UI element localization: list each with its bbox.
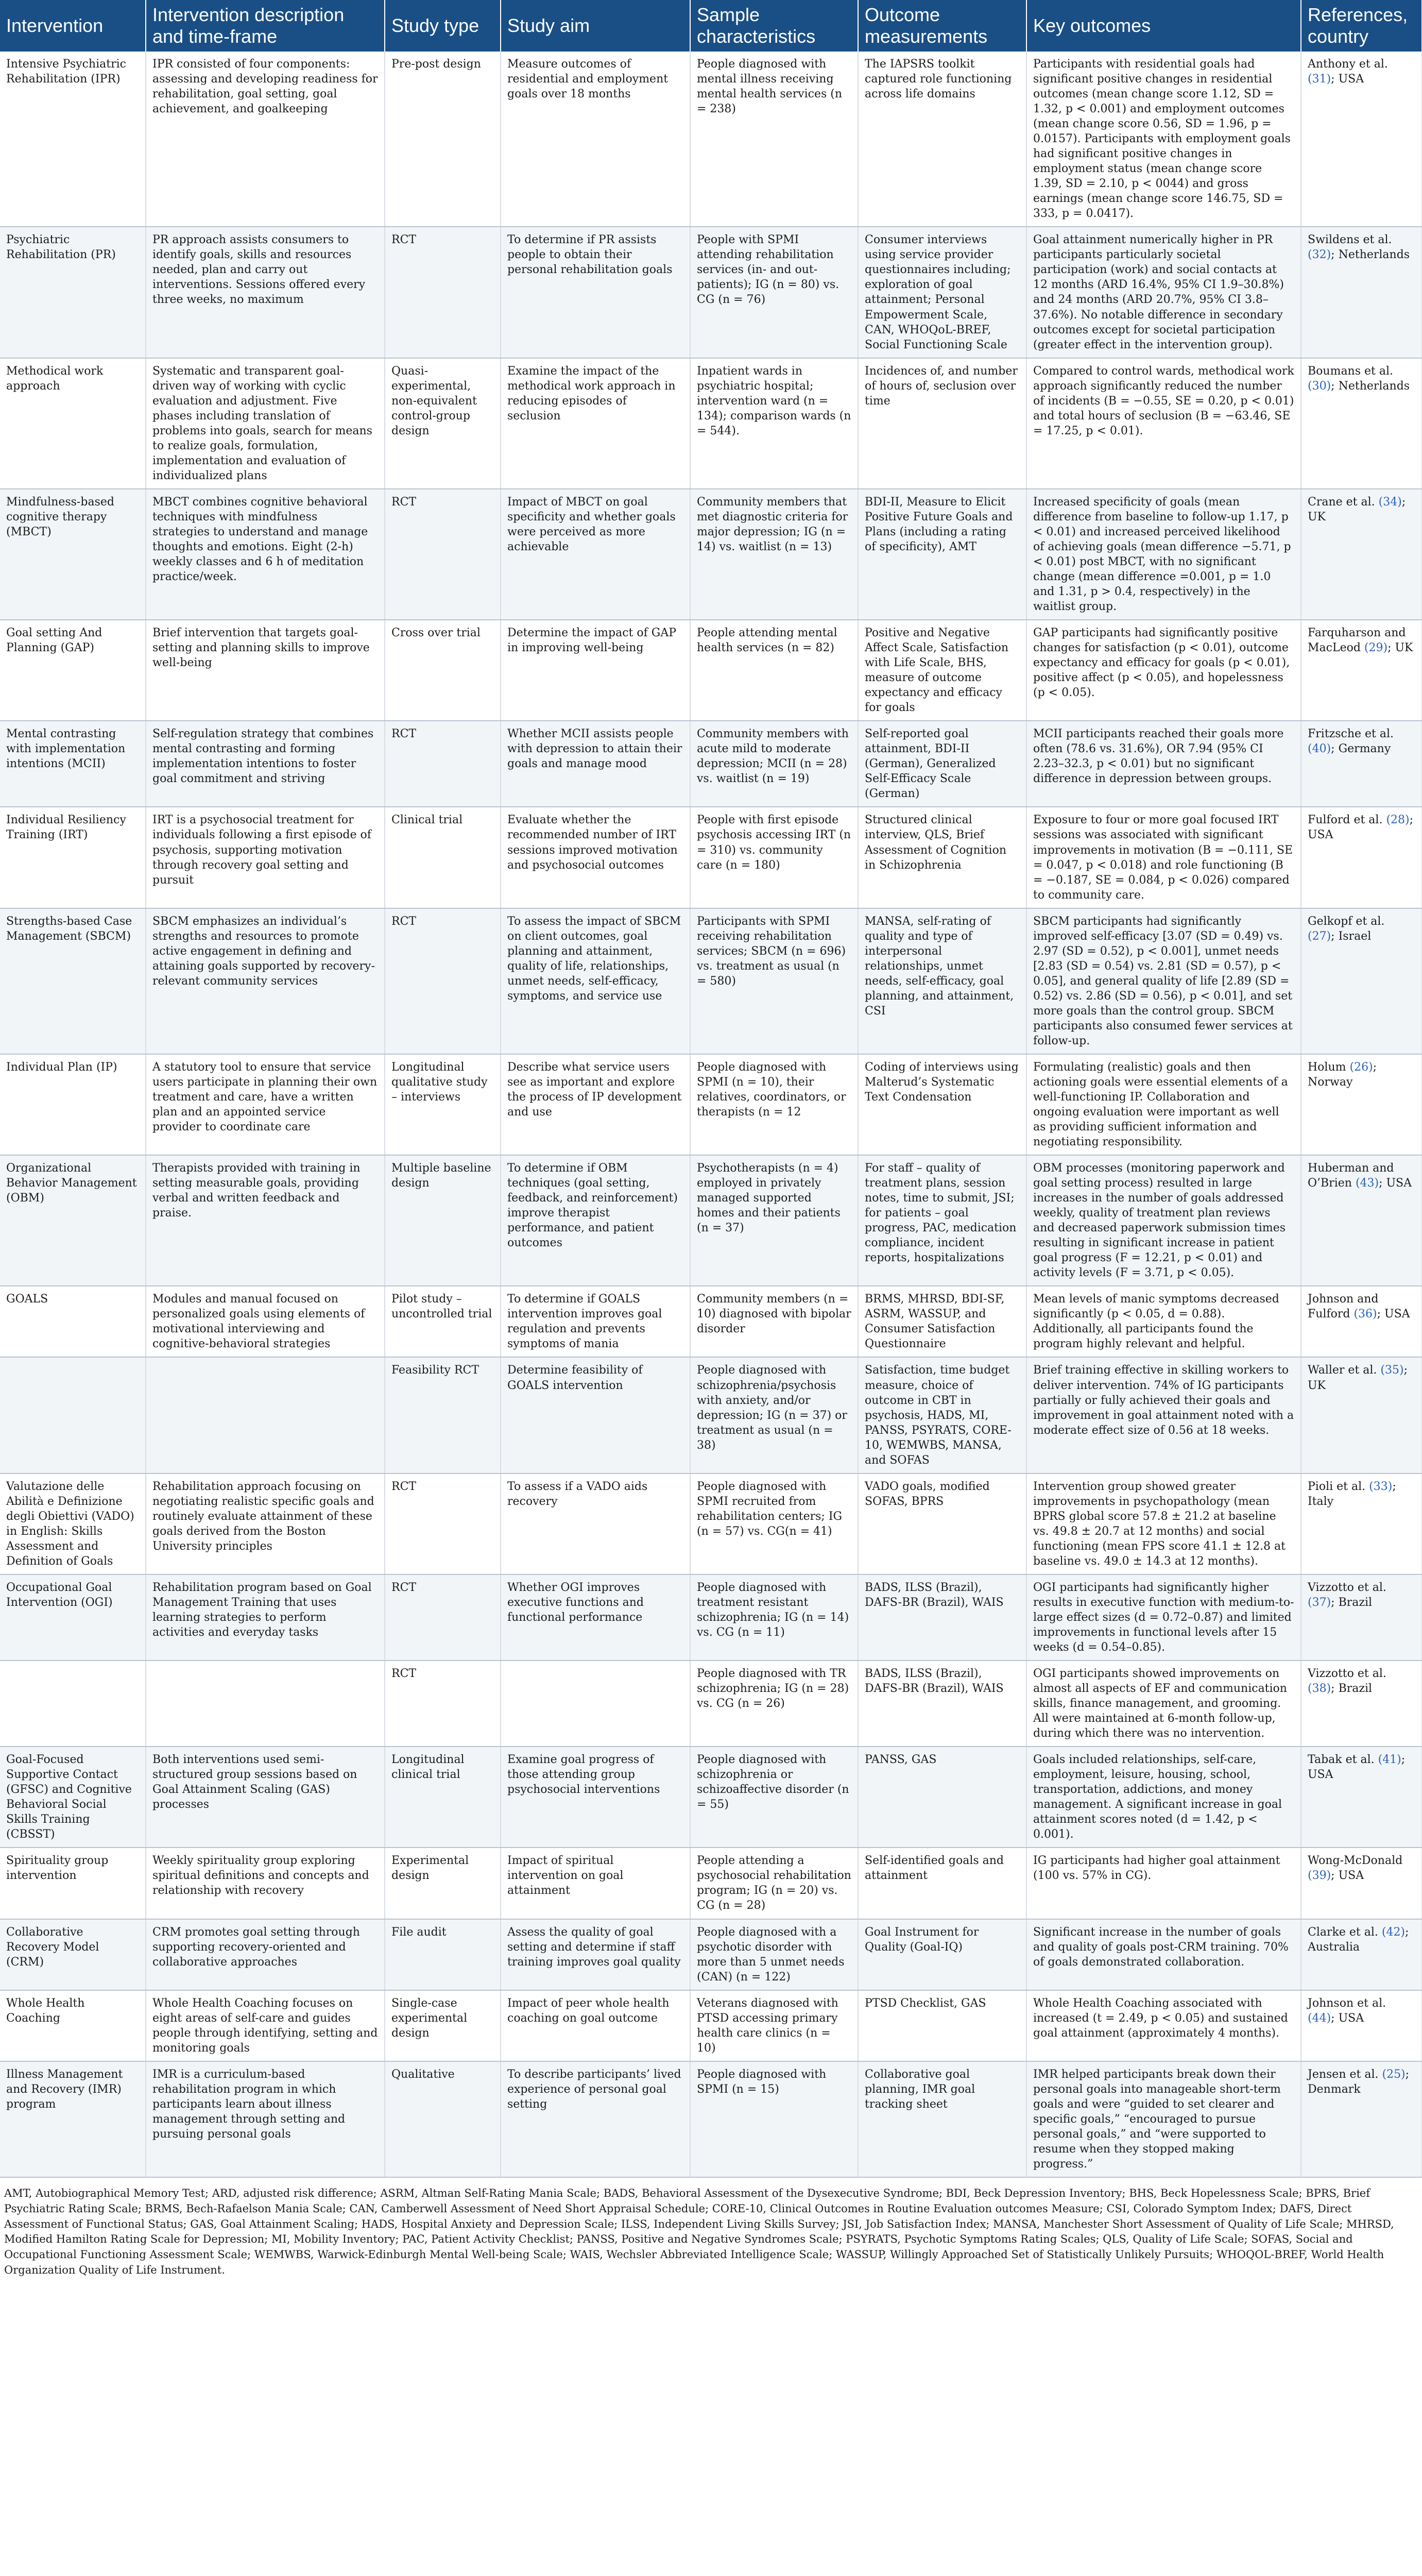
cell-intervention: Collaborative Recovery Model (CRM): [0, 1919, 146, 1990]
cell-key-outcomes: MCII participants reached their goals more often (78.6 vs. 31.6%), OR 7.94 (95% CI 2.23–32.3, p < 0.01) but no significant difference in depression between groups.: [1026, 721, 1301, 807]
reference-author: Clarke et al.: [1308, 1925, 1378, 1939]
reference-country: ; Brazil: [1331, 1682, 1373, 1696]
reference-number-link[interactable]: (26): [1349, 1060, 1373, 1074]
table-row: [0, 1747, 1422, 1848]
reference-country: ; Norway: [1308, 1060, 1377, 1089]
reference-country: ; Italy: [1308, 1480, 1396, 1508]
reference-number-link[interactable]: (35): [1380, 1364, 1404, 1377]
reference-number-link[interactable]: (28): [1386, 814, 1410, 827]
reference-author: Farquharson and MacLeod: [1308, 626, 1406, 655]
reference-author: Pioli et al.: [1308, 1480, 1366, 1493]
cell-reference: [1301, 620, 1422, 721]
cell-description: Therapists provided with training in setting measurable goals, providing verbal and written feedback and praise.: [146, 1155, 385, 1286]
cell-study-type: Cross over trial: [385, 620, 501, 721]
cell-sample: People diagnosed with SPMI (n = 10), their relatives, coordinators, or therapists (n = 12: [690, 1054, 858, 1155]
table-row: [0, 358, 1422, 489]
cell-reference: [1301, 1660, 1422, 1747]
cell-intervention: Psychiatric Rehabilitation (PR): [0, 227, 146, 358]
cell-outcome-measurements: Goal Instrument for Quality (Goal-IQ): [858, 1919, 1026, 1990]
reference-author: Gelkopf et al.: [1308, 914, 1385, 928]
cell-study-type: Single-case experimental design: [385, 1990, 501, 2061]
cell-key-outcomes: Goal attainment numerically higher in PR participants particularly societal participation (work) and social contacts at 12 months (ARD 16.4%, 95% CI 1.9–30.8%) and 24 months (ARD 20.7%, 95% CI 3.8–37.6%). No notable difference in secondary outcomes except for societal participation (greater effect in the intervention group).: [1026, 227, 1301, 358]
header-sample: Sample characteristics: [690, 0, 858, 52]
cell-key-outcomes: Intervention group showed greater improvements in psychopathology (mean BPRS global score 57.8 ± 21.2 at baseline vs. 49.8 ± 20.7 at 12 months) and social functioning (mean FPS score 41.1 ± 12.8 at baseline vs. 49.0 ± 14.3 at 12 months).: [1026, 1473, 1301, 1574]
cell-sample: People diagnosed with schizophrenia/psychosis with anxiety, and/or depression; IG (n = 37) or treatment as usual (n = 38): [690, 1357, 858, 1473]
reference-country: ; USA: [1379, 1177, 1412, 1190]
cell-outcome-measurements: BRMS, MHRSD, BDI-SF, ASRM, WASSUP, and Consumer Satisfaction Questionnaire: [858, 1286, 1026, 1357]
cell-outcome-measurements: VADO goals, modified SOFAS, BPRS: [858, 1473, 1026, 1574]
cell-study-aim: Impact of MBCT on goal specificity and whether goals were perceived as more achievable: [501, 489, 690, 620]
cell-sample: People diagnosed with SPMI (n = 15): [690, 2061, 858, 2177]
cell-sample: People diagnosed with TR schizophrenia; IG (n = 28) vs. CG (n = 26): [690, 1660, 858, 1747]
cell-sample: People with first episode psychosis accessing IRT (n = 310) vs. community care (n = 180): [690, 807, 858, 908]
cell-key-outcomes: Significant increase in the number of goals and quality of goals post-CRM training. 70% of goals demonstrated collaboration.: [1026, 1919, 1301, 1990]
table-row: [0, 2061, 1422, 2177]
cell-intervention: Goal-Focused Supportive Contact (GFSC) and Cognitive Behavioral Social Skills Training (CBSST): [0, 1747, 146, 1848]
cell-reference: [1301, 721, 1422, 807]
cell-intervention: Methodical work approach: [0, 358, 146, 489]
cell-reference: [1301, 52, 1422, 227]
table-row: [0, 1155, 1422, 1286]
reference-country: ; USA: [1308, 814, 1414, 842]
reference-number-link[interactable]: (41): [1378, 1753, 1401, 1767]
reference-country: ; USA: [1331, 1869, 1364, 1883]
cell-description: Rehabilitation approach focusing on negotiating realistic specific goals and routinely evaluate attainment of these goals derived from the Boston University principles: [146, 1473, 385, 1574]
cell-sample: Veterans diagnosed with PTSD accessing primary health care clinics (n = 10): [690, 1990, 858, 2061]
cell-reference: [1301, 807, 1422, 908]
reference-number-link[interactable]: (25): [1382, 2067, 1406, 2081]
reference-country: ; USA: [1331, 2011, 1364, 2025]
cell-sample: People diagnosed with treatment resistant schizophrenia; IG (n = 14) vs. CG (n = 11): [690, 1574, 858, 1660]
cell-sample: Participants with SPMI receiving rehabilitation services; SBCM (n = 696) vs. treatment as usual (n = 580): [690, 908, 858, 1054]
cell-sample: Psychotherapists (n = 4) employed in privately managed supported homes and their patients (n = 37): [690, 1155, 858, 1286]
reference-country: ; Brazil: [1331, 1596, 1373, 1609]
reference-country: ; USA: [1331, 73, 1364, 86]
header-key-outcomes: Key outcomes: [1026, 0, 1301, 52]
reference-country: ; UK: [1308, 1364, 1408, 1392]
reference-country: ; Germany: [1331, 742, 1391, 756]
cell-outcome-measurements: The IAPSRS toolkit captured role functioning across life domains: [858, 52, 1026, 227]
reference-number-link[interactable]: (32): [1308, 248, 1331, 262]
reference-author: Holum: [1308, 1060, 1346, 1074]
cell-outcome-measurements: Collaborative goal planning, IMR goal tracking sheet: [858, 2061, 1026, 2177]
header-outcome-measurements: Outcome measurements: [858, 0, 1026, 52]
cell-key-outcomes: Brief training effective in skilling workers to deliver intervention. 74% of IG participants partially or fully achieved their goals and improvement in goal attainment noted with a moderate effect size of 0.56 at 18 weeks.: [1026, 1357, 1301, 1473]
cell-reference: [1301, 1747, 1422, 1848]
cell-intervention: Individual Plan (IP): [0, 1054, 146, 1155]
cell-sample: People diagnosed with mental illness receiving mental health services (n = 238): [690, 52, 858, 227]
table-row: [0, 908, 1422, 1054]
cell-outcome-measurements: Positive and Negative Affect Scale, Satisfaction with Life Scale, BHS, measure of outcome expectancy and efficacy for goals: [858, 620, 1026, 721]
reference-number-link[interactable]: (43): [1355, 1177, 1379, 1190]
cell-study-aim: To determine if PR assists people to obtain their personal rehabilitation goals: [501, 227, 690, 358]
cell-key-outcomes: IMR helped participants break down their personal goals into manageable short-term goals and were “guided to set clearer and specific goals,” “encouraged to pursue personal goals,” and “were supported to resume when they stopped making progress.”: [1026, 2061, 1301, 2177]
cell-study-type: Qualitative: [385, 2061, 501, 2177]
reference-number-link[interactable]: (44): [1308, 2011, 1331, 2025]
cell-study-type: RCT: [385, 1574, 501, 1660]
cell-intervention: [0, 1357, 146, 1473]
reference-country: ; USA: [1308, 1753, 1406, 1782]
cell-study-aim: Determine feasibility of GOALS intervention: [501, 1357, 690, 1473]
cell-key-outcomes: Exposure to four or more goal focused IRT sessions was associated with significant improvements in motivation (B = −0.111, SE = 0.047, p < 0.018) and role functioning (B = −0.187, SE = 0.084, p < 0.026) compared to community care.: [1026, 807, 1301, 908]
cell-study-type: RCT: [385, 721, 501, 807]
cell-description: IRT is a psychosocial treatment for individuals following a first episode of psychosis, supporting motivation through recovery goal setting and pursuit: [146, 807, 385, 908]
reference-number-link[interactable]: (31): [1308, 73, 1331, 86]
reference-author: Wong-McDonald: [1308, 1854, 1403, 1868]
cell-outcome-measurements: Self-reported goal attainment, BDI-II (German), Generalized Self-Efficacy Scale (German): [858, 721, 1026, 807]
cell-reference: [1301, 489, 1422, 620]
cell-study-aim: Impact of peer whole health coaching on goal outcome: [501, 1990, 690, 2061]
cell-outcome-measurements: For staff – quality of treatment plans, session notes, time to submit, JSI; for patients – goal progress, PAC, medication compliance, incident reports, hospitalizations: [858, 1155, 1026, 1286]
cell-intervention: [0, 1660, 146, 1747]
cell-reference: [1301, 1054, 1422, 1155]
cell-outcome-measurements: Consumer interviews using service provider questionnaires including; exploration of goal attainment; Personal Empowerment Scale, CAN, WHOQoL-BREF, Social Functioning Scale: [858, 227, 1026, 358]
cell-intervention: Individual Resiliency Training (IRT): [0, 807, 146, 908]
reference-country: ; Australia: [1308, 1925, 1409, 1954]
cell-description: Both interventions used semi-structured group sessions based on Goal Attainment Scaling (GAS) processes: [146, 1747, 385, 1848]
cell-key-outcomes: Goals included relationships, self-care, employment, leisure, housing, school, transportation, addictions, and money management. A significant increase in goal attainment scores noted (d = 1.42, p < 0.001).: [1026, 1747, 1301, 1848]
reference-number-link[interactable]: (36): [1354, 1308, 1377, 1321]
cell-study-type: RCT: [385, 1660, 501, 1747]
cell-outcome-measurements: MANSA, self-rating of quality and type of interpersonal relationships, unmet needs, self-efficacy, goal planning, and attainment, CSI: [858, 908, 1026, 1054]
cell-study-aim: [501, 1660, 690, 1747]
reference-author: Waller et al.: [1308, 1364, 1377, 1377]
cell-reference: [1301, 1155, 1422, 1286]
cell-sample: People with SPMI attending rehabilitation services (in- and out-patients); IG (n = 80) vs. CG (n = 76): [690, 227, 858, 358]
cell-study-aim: To determine if GOALS intervention improves goal regulation and prevents symptoms of mania: [501, 1286, 690, 1357]
table-row: [0, 620, 1422, 721]
cell-description: IPR consisted of four components: assessing and developing readiness for rehabilitation, goal setting, goal achievement, and goalkeeping: [146, 52, 385, 227]
reference-author: Tabak et al.: [1308, 1753, 1375, 1767]
cell-description: Self-regulation strategy that combines mental contrasting and forming implementation intentions to foster goal commitment and striving: [146, 721, 385, 807]
cell-study-type: File audit: [385, 1919, 501, 1990]
cell-study-type: Clinical trial: [385, 807, 501, 908]
cell-reference: [1301, 1574, 1422, 1660]
cell-study-aim: Impact of spiritual intervention on goal attainment: [501, 1848, 690, 1919]
cell-intervention: Mindfulness-based cognitive therapy (MBCT): [0, 489, 146, 620]
cell-description: [146, 1357, 385, 1473]
table-row: [0, 1357, 1422, 1473]
cell-study-type: Longitudinal clinical trial: [385, 1747, 501, 1848]
reference-country: ; Denmark: [1308, 2067, 1410, 2096]
cell-intervention: Goal setting And Planning (GAP): [0, 620, 146, 721]
reference-author: Jensen et al.: [1308, 2067, 1379, 2081]
cell-key-outcomes: SBCM participants had significantly improved self-efficacy [3.07 (SD = 0.49) vs. 2.97 (SD = 0.52), p < 0.001], unmet needs [2.83 (SD = 0.54) vs. 2.81 (SD = 0.57), p < 0.05], and general quality of life [2.89 (SD = 0.52) vs. 2.86 (SD = 0.56), p < 0.01], and set more goals than the control group. SBCM participants also consumed fewer services at follow-up.: [1026, 908, 1301, 1054]
cell-key-outcomes: OGI participants showed improvements on almost all aspects of EF and communication skills, finance management, and grooming. All were maintained at 6-month follow-up, during which there was no intervention.: [1026, 1660, 1301, 1747]
table-row: [0, 807, 1422, 908]
header-description: Intervention description and time-frame: [146, 0, 385, 52]
reference-number-link[interactable]: (37): [1308, 1596, 1331, 1609]
cell-intervention: Valutazione delle Abilità e Definizione degli Obiettivi (VADO) in English: Skills Assessment and Definition of Goals: [0, 1473, 146, 1574]
table-row: [0, 1660, 1422, 1747]
cell-reference: [1301, 1473, 1422, 1574]
cell-study-aim: Whether MCII assists people with depression to attain their goals and manage mood: [501, 721, 690, 807]
cell-reference: [1301, 1286, 1422, 1357]
table-row: [0, 489, 1422, 620]
reference-author: Johnson et al.: [1308, 1996, 1386, 2010]
cell-description: PR approach assists consumers to identify goals, skills and resources needed, plan and carry out interventions. Sessions offered every three weeks, no maximum: [146, 227, 385, 358]
abbreviations-footnote: AMT, Autobiographical Memory Test; ARD, adjusted risk difference; ASRM, Altman Self-Rating Mania Scale; BADS, Behavioral Assessment of the Dysexecutive Syndrome; BDI, Beck Depression Inventory; BHS, Beck Hopelessness Scale; BPRS, Brief Psychiatric Rating Scale; BRMS, Bech-Rafaelson Mania Scale; CAN, Camberwell Assessment of Need Short Appraisal Schedule; CORE-10, Clinical Outcomes in Routine Evaluation outcomes Measure; CSI, Colorado Symptom Index; DAFS, Direct Assessment of Functional Status; GAS, Goal Attainment Scaling; HADS, Hospital Anxiety and Depression Scale; ILSS, Independent Living Skills Survey; JSI, Job Satisfaction Index; MANSA, Manchester Short Assessment of Quality of Life Scale; MHRSD, Modified Hamilton Rating Scale for Depression; MI, Mobility Inventory; PAC, Patient Activity Checklist; PANSS, Positive and Negative Syndromes Scale; PSYRATS, Psychotic Symptoms Rating Scales; QLS, Quality of Life Scale; SOFAS, Social and Occupational Functioning Assessment Scale; WEMWBS, Warwick-Edinburgh Mental Well-being Scale; WAIS, Wechsler Abbreviated Intelligence Scale; WASSUP, Willingly Approached Set of Statistically Unlikely Pursuits; WHOQOL-BREF, World Health Organization Quality of Life Instrument.: [4, 2187, 1394, 2277]
cell-key-outcomes: IG participants had higher goal attainment (100 vs. 57% in CG).: [1026, 1848, 1301, 1919]
cell-outcome-measurements: Self-identified goals and attainment: [858, 1848, 1026, 1919]
cell-outcome-measurements: Incidences of, and number of hours of, seclusion over time: [858, 358, 1026, 489]
reference-author: Swildens et al.: [1308, 233, 1392, 247]
cell-sample: People attending a psychosocial rehabilitation program; IG (n = 20) vs. CG (n = 28): [690, 1848, 858, 1919]
reference-number-link[interactable]: (42): [1381, 1925, 1406, 1939]
cell-study-aim: To assess if a VADO aids recovery: [501, 1473, 690, 1574]
cell-sample: Community members with acute mild to moderate depression; MCII (n = 28) vs. waitlist (n = 19): [690, 721, 858, 807]
reference-country: ; UK: [1308, 495, 1406, 523]
cell-description: Brief intervention that targets goal-setting and planning skills to improve well-being: [146, 620, 385, 721]
cell-study-aim: Measure outcomes of residential and employment goals over 18 months: [501, 52, 690, 227]
cell-outcome-measurements: BADS, ILSS (Brazil), DAFS-BR (Brazil), WAIS: [858, 1574, 1026, 1660]
reference-author: Anthony et al.: [1308, 58, 1388, 71]
cell-study-type: Feasibility RCT: [385, 1357, 501, 1473]
cell-intervention: Illness Management and Recovery (IMR) program: [0, 2061, 146, 2177]
cell-reference: [1301, 227, 1422, 358]
cell-key-outcomes: Whole Health Coaching associated with increased (t = 2.49, p < 0.05) and sustained goal attainment (approximately 4 months).: [1026, 1990, 1301, 2061]
cell-key-outcomes: Mean levels of manic symptoms decreased significantly (p < 0.05, d = 0.88). Additionally, all participants found the program highly relevant and helpful.: [1026, 1286, 1301, 1357]
cell-description: Modules and manual focused on personalized goals using elements of motivational interviewing and cognitive-behavioral strategies: [146, 1286, 385, 1357]
table-row: [0, 721, 1422, 807]
reference-number-link[interactable]: (27): [1308, 929, 1331, 943]
cell-key-outcomes: Compared to control wards, methodical work approach significantly reduced the number of incidents (B = −0.55, SE = 0.20, p < 0.01) and total hours of seclusion (B = −63.46, SE = 17.25, p < 0.01).: [1026, 358, 1301, 489]
cell-description: Rehabilitation program based on Goal Management Training that uses learning strategies to perform activities and everyday tasks: [146, 1574, 385, 1660]
cell-reference: [1301, 908, 1422, 1054]
cell-reference: [1301, 1919, 1422, 1990]
reference-author: Fritzsche et al.: [1308, 727, 1394, 741]
reference-country: ; USA: [1377, 1308, 1410, 1321]
cell-study-aim: Whether OGI improves executive functions and functional performance: [501, 1574, 690, 1660]
cell-study-type: RCT: [385, 489, 501, 620]
cell-sample: Community members (n = 10) diagnosed with bipolar disorder: [690, 1286, 858, 1357]
cell-outcome-measurements: PTSD Checklist, GAS: [858, 1990, 1026, 2061]
cell-study-aim: Assess the quality of goal setting and determine if staff training improves goal quality: [501, 1919, 690, 1990]
reference-number-link[interactable]: (38): [1308, 1682, 1331, 1696]
reference-number-link[interactable]: (34): [1378, 495, 1402, 509]
cell-description: CRM promotes goal setting through supporting recovery-oriented and collaborative approaches: [146, 1919, 385, 1990]
cell-sample: People diagnosed with SPMI recruited from rehabilitation centers; IG (n = 57) vs. CG(n = 41): [690, 1473, 858, 1574]
reference-country: ; Netherlands: [1331, 248, 1410, 262]
cell-study-aim: Examine goal progress of those attending group psychosocial interventions: [501, 1747, 690, 1848]
cell-key-outcomes: OGI participants had significantly higher results in executive function with medium-to-large effect sizes (d = 0.72–0.87) and limited improvements in functional levels after 15 weeks (d = 0.54–0.85).: [1026, 1574, 1301, 1660]
cell-study-aim: To describe participants’ lived experience of personal goal setting: [501, 2061, 690, 2177]
cell-study-type: Pre-post design: [385, 52, 501, 227]
cell-reference: [1301, 1990, 1422, 2061]
reference-author: Vizzotto et al.: [1308, 1667, 1386, 1681]
cell-intervention: Organizational Behavior Management (OBM): [0, 1155, 146, 1286]
reference-number-link[interactable]: (40): [1308, 742, 1331, 756]
cell-sample: People attending mental health services (n = 82): [690, 620, 858, 721]
cell-key-outcomes: Increased specificity of goals (mean difference from baseline to follow-up 1.17, p < 0.01) and increased perceived likelihood of achieving goals (mean difference −5.71, p < 0.01) post MBCT, with no significant change (mean difference =0.001, p = 1.0 and 1.31, p > 0.4, respectively) in the waitlist group.: [1026, 489, 1301, 620]
cell-description: A statutory tool to ensure that service users participate in planning their own treatment and care, have a written plan and an appointed service provider to coordinate care: [146, 1054, 385, 1155]
cell-intervention: GOALS: [0, 1286, 146, 1357]
header-references: References, country: [1301, 0, 1422, 52]
cell-intervention: Mental contrasting with implementation intentions (MCII): [0, 721, 146, 807]
cell-study-type: Pilot study – uncontrolled trial: [385, 1286, 501, 1357]
cell-outcome-measurements: BDI-II, Measure to Elicit Positive Future Goals and Plans (including a rating of specificity), AMT: [858, 489, 1026, 620]
table-row: [0, 1848, 1422, 1919]
cell-study-type: RCT: [385, 908, 501, 1054]
table-row: [0, 1473, 1422, 1574]
table-body: [0, 52, 1422, 2177]
reference-country: ; Israel: [1331, 929, 1372, 943]
cell-study-type: Longitudinal qualitative study – interviews: [385, 1054, 501, 1155]
cell-intervention: Occupational Goal Intervention (OGI): [0, 1574, 146, 1660]
reference-author: Boumans et al.: [1308, 364, 1394, 378]
cell-intervention: Spirituality group intervention: [0, 1848, 146, 1919]
reference-number-link[interactable]: (29): [1364, 641, 1388, 655]
table-row: [0, 1574, 1422, 1660]
reference-author: Johnson and Fulford: [1308, 1293, 1379, 1321]
cell-outcome-measurements: Coding of interviews using Malterud’s Systematic Text Condensation: [858, 1054, 1026, 1155]
cell-study-aim: Evaluate whether the recommended number of IRT sessions improved motivation and psychosocial outcomes: [501, 807, 690, 908]
cell-sample: People diagnosed with schizophrenia or schizoaffective disorder (n = 55): [690, 1747, 858, 1848]
cell-sample: Inpatient wards in psychiatric hospital; intervention ward (n = 134); comparison wards (n = 544).: [690, 358, 858, 489]
reference-author: Vizzotto et al.: [1308, 1581, 1386, 1594]
header-study-aim: Study aim: [501, 0, 690, 52]
cell-intervention: Intensive Psychiatric Rehabilitation (IPR): [0, 52, 146, 227]
reference-number-link[interactable]: (33): [1369, 1480, 1393, 1493]
cell-description: SBCM emphasizes an individual’s strengths and resources to promote active engagement in defining and attaining goals supported by recovery-relevant community services: [146, 908, 385, 1054]
cell-sample: People diagnosed with a psychotic disorder with more than 5 unmet needs (CAN) (n = 122): [690, 1919, 858, 1990]
reference-country: ; UK: [1387, 641, 1413, 655]
cell-intervention: Whole Health Coaching: [0, 1990, 146, 2061]
cell-description: Weekly spirituality group exploring spiritual definitions and concepts and relationship with recovery: [146, 1848, 385, 1919]
table-row: [0, 227, 1422, 358]
cell-study-aim: Describe what service users see as important and explore the process of IP development and use: [501, 1054, 690, 1155]
cell-reference: [1301, 358, 1422, 489]
reference-author: Crane et al.: [1308, 495, 1375, 509]
cell-study-aim: To determine if OBM techniques (goal setting, feedback, and reinforcement) improve therapist performance, and patient outcomes: [501, 1155, 690, 1286]
cell-study-type: Multiple baseline design: [385, 1155, 501, 1286]
reference-number-link[interactable]: (30): [1308, 379, 1331, 393]
cell-key-outcomes: Formulating (realistic) goals and then actioning goals were essential elements of a well-functioning IP. Collaboration and ongoing evaluation were important as well as providing sufficient information and negotiating responsibility.: [1026, 1054, 1301, 1155]
cell-description: Systematic and transparent goal-driven way of working with cyclic evaluation and adjustment. Five phases including translation of problems into goals, search for means to realize goals, formulation, implementation and evaluation of individualized plans: [146, 358, 385, 489]
cell-outcome-measurements: Structured clinical interview, QLS, Brief Assessment of Cognition in Schizophrenia: [858, 807, 1026, 908]
cell-key-outcomes: Participants with residential goals had significant positive changes in residential outcomes (mean change score 1.12, SD = 1.32, p < 0.001) and employment outcomes (mean change score 0.56, SD = 1.96, p = 0.0157). Participants with employment goals had significant positive changes in employment status (mean change score 1.39, SD = 2.10, p < 0044) and gross earnings (mean change score 146.75, SD = 333, p = 0.0417).: [1026, 52, 1301, 227]
cell-study-aim: To assess the impact of SBCM on client outcomes, goal planning and attainment, quality of life, relationships, unmet needs, self-efficacy, symptoms, and service use: [501, 908, 690, 1054]
reference-country: ; Netherlands: [1331, 379, 1410, 393]
cell-study-aim: Determine the impact of GAP in improving well-being: [501, 620, 690, 721]
cell-description: [146, 1660, 385, 1747]
cell-description: IMR is a curriculum-based rehabilitation program in which participants learn about illness management through setting and pursuing personal goals: [146, 2061, 385, 2177]
cell-reference: [1301, 2061, 1422, 2177]
reference-author: Huberman and O’Brien: [1308, 1162, 1394, 1190]
table-header-row: [0, 0, 1422, 52]
cell-outcome-measurements: Satisfaction, time budget measure, choice of outcome in CBT in psychosis, HADS, MI, PANSS, PSYRATS, CORE-10, WEMWBS, MANSA, and SOFAS: [858, 1357, 1026, 1473]
cell-outcome-measurements: PANSS, GAS: [858, 1747, 1026, 1848]
table-row: [0, 1990, 1422, 2061]
cell-study-type: RCT: [385, 227, 501, 358]
cell-key-outcomes: OBM processes (monitoring paperwork and goal setting process) resulted in large increases in the number of goals addressed weekly, quality of treatment plan reviews and decreased paperwork submission times resulting in significant increase in patient goal progress (F = 12.21, p < 0.01) and activity levels (F = 3.71, p < 0.05).: [1026, 1155, 1301, 1286]
table-row: [0, 52, 1422, 227]
table-row: [0, 1286, 1422, 1357]
cell-key-outcomes: GAP participants had significantly positive changes for satisfaction (p < 0.01), outcome expectancy and efficacy for goals (p < 0.01), positive affect (p < 0.05), and hopelessness (p < 0.05).: [1026, 620, 1301, 721]
cell-outcome-measurements: BADS, ILSS (Brazil), DAFS-BR (Brazil), WAIS: [858, 1660, 1026, 1747]
cell-study-type: Experimental design: [385, 1848, 501, 1919]
cell-sample: Community members that met diagnostic criteria for major depression; IG (n = 14) vs. waitlist (n = 13): [690, 489, 858, 620]
cell-study-type: RCT: [385, 1473, 501, 1574]
cell-description: MBCT combines cognitive behavioral techniques with mindfulness strategies to understand and manage thoughts and emotions. Eight (2-h) weekly classes and 6 h of meditation practice/week.: [146, 489, 385, 620]
table-row: [0, 1054, 1422, 1155]
reference-number-link[interactable]: (39): [1308, 1869, 1331, 1883]
cell-description: Whole Health Coaching focuses on eight areas of self-care and guides people through identifying, setting and monitoring goals: [146, 1990, 385, 2061]
header-study-type: Study type: [385, 0, 501, 52]
reference-author: Fulford et al.: [1308, 814, 1383, 827]
header-intervention: Intervention: [0, 0, 146, 52]
cell-intervention: Strengths-based Case Management (SBCM): [0, 908, 146, 1054]
cell-reference: [1301, 1357, 1422, 1473]
cell-reference: [1301, 1848, 1422, 1919]
cell-study-aim: Examine the impact of the methodical work approach in reducing episodes of seclusion: [501, 358, 690, 489]
cell-study-type: Quasi-experimental, non-equivalent control-group design: [385, 358, 501, 489]
table-row: [0, 1919, 1422, 1990]
